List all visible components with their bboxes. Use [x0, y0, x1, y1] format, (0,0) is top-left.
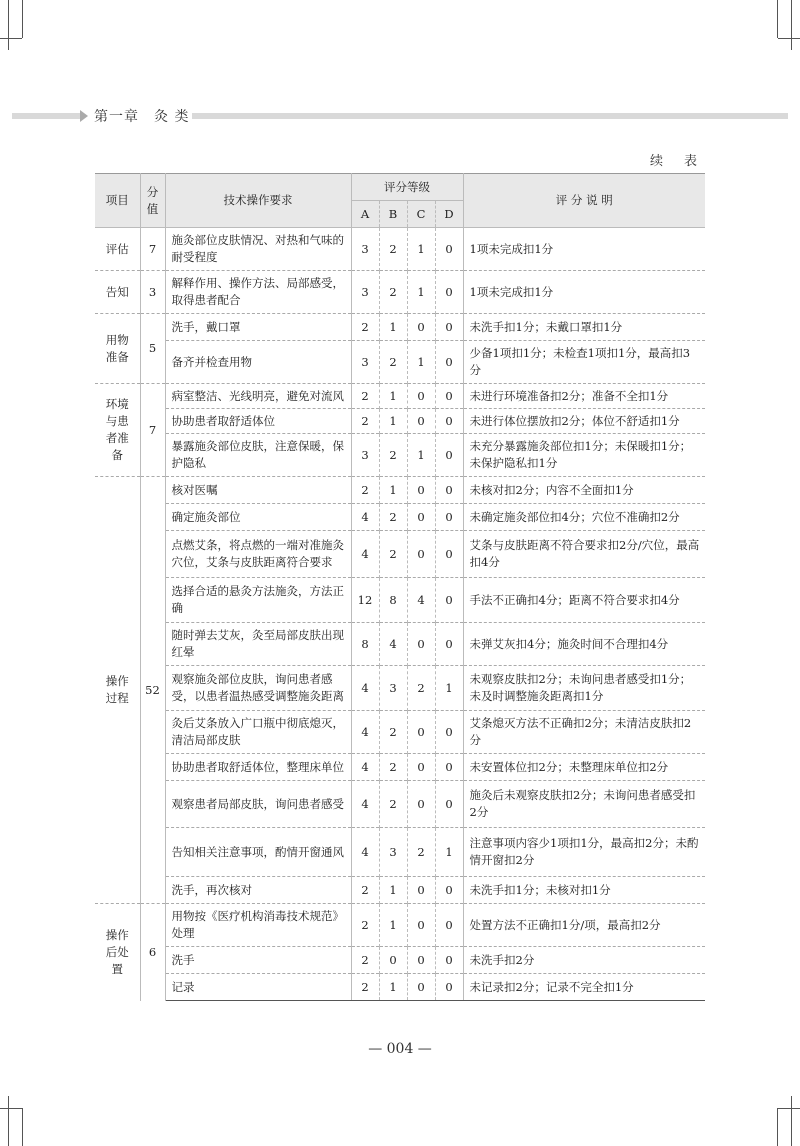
cell-grade-c: 0 — [407, 781, 435, 828]
crop-mark — [8, 1096, 9, 1146]
crop-mark — [0, 38, 22, 39]
cell-grade-c: 0 — [407, 904, 435, 947]
cell-grade-b: 1 — [379, 904, 407, 947]
table-row — [95, 828, 705, 877]
header-item: 项目 — [95, 174, 140, 228]
header-arrow-icon — [80, 110, 88, 122]
table-row — [95, 271, 705, 314]
cell-requirement: 施灸部位皮肤情况、对热和气味的耐受程度 — [165, 228, 351, 271]
cell-grade-a: 2 — [351, 974, 379, 1001]
cell-score: 3 — [140, 271, 165, 314]
crop-mark — [777, 0, 778, 38]
cell-note: 注意事项内容少1项扣1分，最高扣2分；未酌情开窗扣2分 — [463, 828, 705, 877]
table-row — [95, 623, 705, 666]
cell-grade-a: 2 — [351, 477, 379, 504]
cell-grade-b: 2 — [379, 711, 407, 754]
table-row — [95, 781, 705, 828]
cell-grade-b: 2 — [379, 504, 407, 531]
cell-grade-c: 0 — [407, 623, 435, 666]
cell-item: 评估 — [95, 228, 140, 271]
cell-item: 告知 — [95, 271, 140, 314]
table-row — [95, 904, 705, 947]
crop-mark — [0, 1108, 22, 1109]
cell-grade-d: 0 — [435, 434, 463, 477]
cell-grade-b: 2 — [379, 434, 407, 477]
cell-note: 艾条与皮肤距离不符合要求扣2分/穴位，最高扣4分 — [463, 531, 705, 578]
cell-grade-d: 0 — [435, 341, 463, 384]
cell-grade-d: 0 — [435, 384, 463, 409]
cell-score: 7 — [140, 384, 165, 477]
cell-requirement: 暴露施灸部位皮肤，注意保暖，保护隐私 — [165, 434, 351, 477]
cell-note: 未进行环境准备扣2分；准备不全扣1分 — [463, 384, 705, 409]
page-number: — 004 — — [368, 1041, 432, 1057]
table-row — [95, 228, 705, 271]
cell-score: 6 — [140, 904, 165, 1001]
cell-grade-a: 3 — [351, 228, 379, 271]
cell-note: 未洗手扣2分 — [463, 947, 705, 974]
cell-grade-a: 2 — [351, 947, 379, 974]
cell-requirement: 选择合适的悬灸方法施灸，方法正确 — [165, 578, 351, 623]
header-grade-b: B — [379, 201, 407, 228]
table-row — [95, 531, 705, 578]
cell-grade-c: 0 — [407, 384, 435, 409]
header-rule-left — [12, 113, 84, 119]
cell-grade-b: 0 — [379, 947, 407, 974]
cell-grade-b: 1 — [379, 877, 407, 904]
cell-item: 环境与患者准备 — [95, 384, 140, 477]
cell-grade-d: 0 — [435, 409, 463, 434]
cell-requirement: 洗手，再次核对 — [165, 877, 351, 904]
table-row — [95, 711, 705, 754]
cell-grade-d: 0 — [435, 974, 463, 1001]
header-score — [140, 174, 165, 228]
cell-grade-a: 4 — [351, 504, 379, 531]
cell-note: 少备1项扣1分；未检查1项扣1分，最高扣3分 — [463, 341, 705, 384]
cell-grade-a: 12 — [351, 578, 379, 623]
cell-note: 未洗手扣1分；未戴口罩扣1分 — [463, 314, 705, 341]
table-row — [95, 384, 705, 409]
crop-mark — [791, 1096, 792, 1146]
cell-grade-a: 4 — [351, 754, 379, 781]
cell-requirement: 解释作用、操作方法、局部感受，取得患者配合 — [165, 271, 351, 314]
cell-note: 施灸后未观察皮肤扣2分；未询问患者感受扣2分 — [463, 781, 705, 828]
cell-requirement: 备齐并检查用物 — [165, 341, 351, 384]
table-row — [95, 341, 705, 384]
cell-grade-b: 2 — [379, 531, 407, 578]
cell-grade-b: 3 — [379, 666, 407, 711]
cell-grade-c: 0 — [407, 754, 435, 781]
cell-note: 艾条熄灭方法不正确扣2分；未清洁皮肤扣2分 — [463, 711, 705, 754]
cell-requirement: 灸后艾条放入广口瓶中彻底熄灭，清洁局部皮肤 — [165, 711, 351, 754]
cell-grade-d: 0 — [435, 504, 463, 531]
table-row — [95, 504, 705, 531]
scoring-table — [95, 173, 705, 1001]
cell-grade-a: 2 — [351, 877, 379, 904]
cell-grade-d: 0 — [435, 781, 463, 828]
cell-grade-a: 4 — [351, 531, 379, 578]
cell-grade-a: 3 — [351, 341, 379, 384]
cell-grade-a: 4 — [351, 666, 379, 711]
header-requirement: 技术操作要求 — [165, 174, 351, 228]
cell-grade-a: 4 — [351, 711, 379, 754]
continued-label: 续 表 — [650, 154, 702, 169]
cell-grade-a: 4 — [351, 781, 379, 828]
cell-grade-c: 0 — [407, 974, 435, 1001]
table-row — [95, 947, 705, 974]
cell-grade-a: 3 — [351, 271, 379, 314]
cell-requirement: 随时弹去艾灰，灸至局部皮肤出现红晕 — [165, 623, 351, 666]
cell-note: 处置方法不正确扣1分/项，最高扣2分 — [463, 904, 705, 947]
crop-mark — [22, 1108, 23, 1146]
cell-grade-c: 1 — [407, 228, 435, 271]
header-grade-c: C — [407, 201, 435, 228]
cell-grade-d: 0 — [435, 623, 463, 666]
cell-grade-d: 1 — [435, 666, 463, 711]
cell-grade-d: 0 — [435, 578, 463, 623]
table-row — [95, 666, 705, 711]
cell-note: 未洗手扣1分；未核对扣1分 — [463, 877, 705, 904]
cell-grade-b: 1 — [379, 409, 407, 434]
cell-requirement: 告知相关注意事项，酌情开窗通风 — [165, 828, 351, 877]
cell-grade-b: 8 — [379, 578, 407, 623]
header-grade-group: 评分等级 — [351, 174, 463, 201]
crop-mark — [22, 0, 23, 38]
cell-requirement: 协助患者取舒适体位，整理床单位 — [165, 754, 351, 781]
header-rule-right — [192, 113, 788, 119]
cell-score: 52 — [140, 477, 165, 904]
header-note: 评 分 说 明 — [463, 174, 705, 228]
cell-grade-c: 0 — [407, 531, 435, 578]
cell-note: 手法不正确扣4分；距离不符合要求扣4分 — [463, 578, 705, 623]
cell-grade-b: 2 — [379, 271, 407, 314]
cell-requirement: 观察施灸部位皮肤，询问患者感受，以患者温热感受调整施灸距离 — [165, 666, 351, 711]
cell-item: 操作过程 — [95, 477, 140, 904]
table-row — [95, 974, 705, 1001]
cell-grade-d: 0 — [435, 947, 463, 974]
cell-note: 未充分暴露施灸部位扣1分；未保暖扣1分；未保护隐私扣1分 — [463, 434, 705, 477]
cell-requirement: 记录 — [165, 974, 351, 1001]
cell-score: 5 — [140, 314, 165, 384]
cell-requirement: 协助患者取舒适体位 — [165, 409, 351, 434]
table-row — [95, 754, 705, 781]
cell-grade-b: 2 — [379, 228, 407, 271]
cell-grade-b: 3 — [379, 828, 407, 877]
cell-grade-d: 0 — [435, 754, 463, 781]
header-grade-d: D — [435, 201, 463, 228]
cell-requirement: 用物按《医疗机构消毒技术规范》处理 — [165, 904, 351, 947]
cell-grade-a: 2 — [351, 314, 379, 341]
cell-grade-c: 0 — [407, 711, 435, 754]
cell-grade-a: 4 — [351, 828, 379, 877]
cell-grade-d: 0 — [435, 228, 463, 271]
cell-grade-c: 0 — [407, 504, 435, 531]
table-row — [95, 477, 705, 504]
table-row — [95, 578, 705, 623]
cell-grade-c: 2 — [407, 828, 435, 877]
cell-grade-c: 1 — [407, 434, 435, 477]
cell-requirement: 确定施灸部位 — [165, 504, 351, 531]
cell-grade-c: 0 — [407, 477, 435, 504]
cell-grade-b: 1 — [379, 384, 407, 409]
cell-grade-b: 2 — [379, 754, 407, 781]
cell-grade-d: 0 — [435, 477, 463, 504]
cell-requirement: 病室整洁、光线明亮，避免对流风 — [165, 384, 351, 409]
crop-mark — [778, 38, 800, 39]
cell-grade-c: 0 — [407, 314, 435, 341]
cell-requirement: 洗手 — [165, 947, 351, 974]
cell-grade-b: 1 — [379, 974, 407, 1001]
cell-requirement: 点燃艾条，将点燃的一端对准施灸穴位，艾条与皮肤距离符合要求 — [165, 531, 351, 578]
cell-grade-c: 1 — [407, 341, 435, 384]
cell-note: 1项未完成扣1分 — [463, 228, 705, 271]
cell-grade-d: 0 — [435, 271, 463, 314]
cell-note: 未核对扣2分；内容不全面扣1分 — [463, 477, 705, 504]
cell-item: 操作后处置 — [95, 904, 140, 1001]
cell-grade-b: 2 — [379, 341, 407, 384]
cell-grade-c: 0 — [407, 947, 435, 974]
cell-grade-c: 1 — [407, 271, 435, 314]
cell-note: 未进行体位摆放扣2分；体位不舒适扣1分 — [463, 409, 705, 434]
cell-grade-a: 2 — [351, 904, 379, 947]
chapter-title: 第一章 灸 类 — [94, 109, 190, 125]
cell-grade-a: 3 — [351, 434, 379, 477]
cell-grade-d: 0 — [435, 314, 463, 341]
cell-grade-d: 0 — [435, 877, 463, 904]
cell-grade-b: 4 — [379, 623, 407, 666]
table-body — [95, 228, 705, 1001]
table-row — [95, 409, 705, 434]
cell-grade-b: 2 — [379, 781, 407, 828]
cell-requirement: 观察患者局部皮肤，询问患者感受 — [165, 781, 351, 828]
table-row — [95, 877, 705, 904]
cell-grade-c: 4 — [407, 578, 435, 623]
cell-grade-c: 2 — [407, 666, 435, 711]
crop-mark — [777, 1108, 778, 1146]
cell-requirement: 核对医嘱 — [165, 477, 351, 504]
cell-note: 1项未完成扣1分 — [463, 271, 705, 314]
cell-note: 未弹艾灰扣4分；施灸时间不合理扣4分 — [463, 623, 705, 666]
cell-item: 用物准备 — [95, 314, 140, 384]
crop-mark — [778, 1108, 800, 1109]
cell-grade-d: 0 — [435, 531, 463, 578]
crop-mark — [8, 0, 9, 50]
cell-note: 未确定施灸部位扣4分；穴位不准确扣2分 — [463, 504, 705, 531]
cell-grade-a: 8 — [351, 623, 379, 666]
cell-grade-b: 1 — [379, 477, 407, 504]
crop-mark — [791, 0, 792, 50]
header-grade-a: A — [351, 201, 379, 228]
cell-grade-d: 1 — [435, 828, 463, 877]
cell-grade-d: 0 — [435, 904, 463, 947]
cell-grade-c: 0 — [407, 409, 435, 434]
cell-requirement: 洗手，戴口罩 — [165, 314, 351, 341]
cell-grade-a: 2 — [351, 409, 379, 434]
table-row — [95, 314, 705, 341]
cell-score: 7 — [140, 228, 165, 271]
cell-note: 未记录扣2分；记录不完全扣1分 — [463, 974, 705, 1001]
cell-grade-d: 0 — [435, 711, 463, 754]
cell-grade-b: 1 — [379, 314, 407, 341]
header-score-text: 分值 — [146, 184, 159, 216]
cell-note: 未安置体位扣2分；未整理床单位扣2分 — [463, 754, 705, 781]
cell-note: 未观察皮肤扣2分；未询问患者感受扣1分；未及时调整施灸距离扣1分 — [463, 666, 705, 711]
table-row — [95, 434, 705, 477]
cell-grade-a: 2 — [351, 384, 379, 409]
cell-grade-c: 0 — [407, 877, 435, 904]
